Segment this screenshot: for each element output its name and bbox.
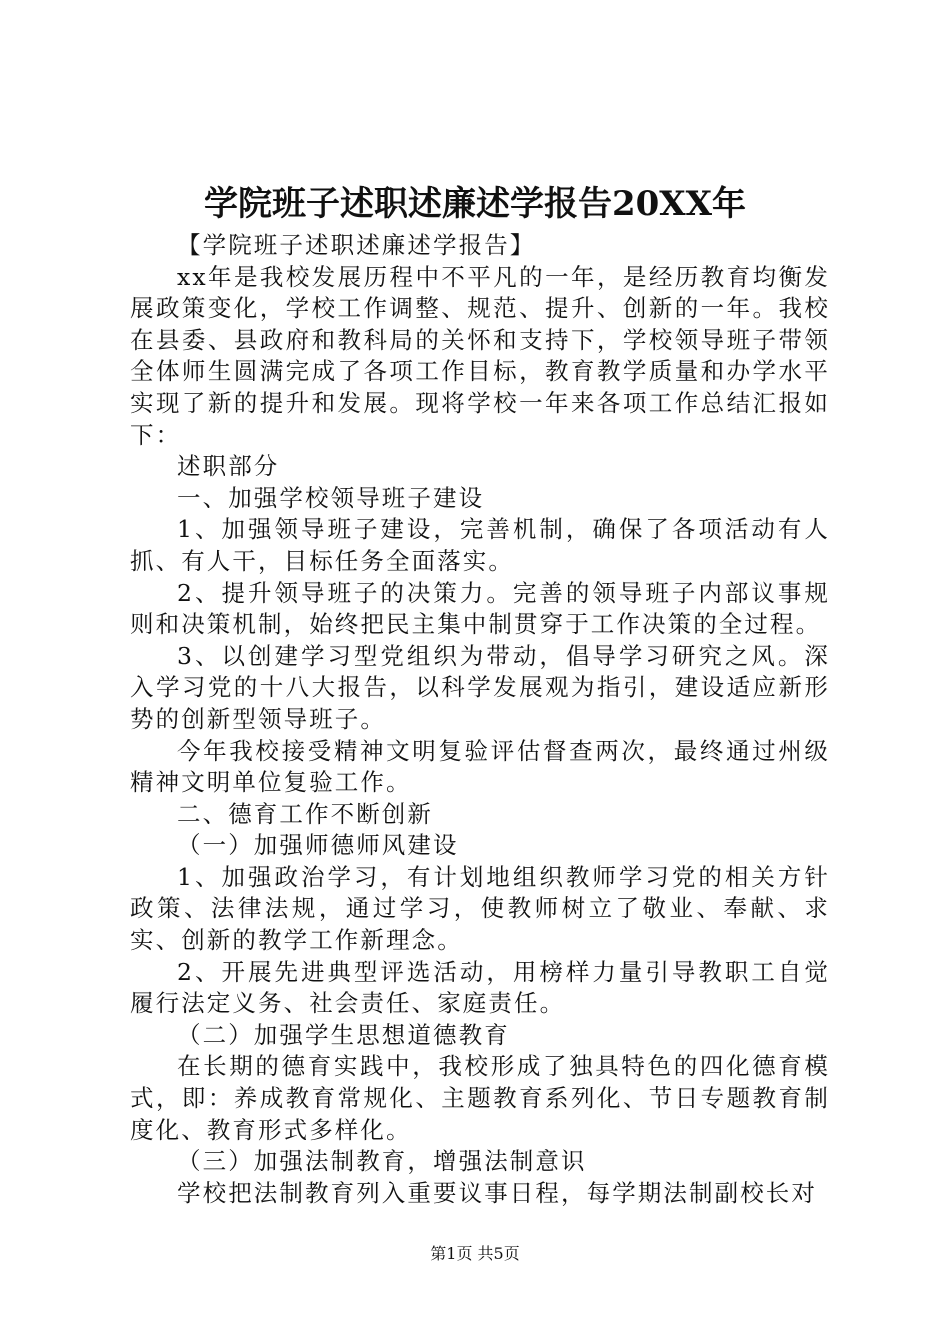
paragraph: 2、提升领导班子的决策力。完善的领导班子内部议事规则和决策机制，始终把民主集中制贯穿于工作决策的全过程。 bbox=[130, 578, 830, 639]
paragraph: 二、德育工作不断创新 bbox=[177, 799, 433, 828]
paragraph: 述职部分 bbox=[177, 452, 280, 481]
paragraph: xx年是我校发展历程中不平凡的一年，是经历教育均衡发展政策变化，学校工作调整、规范、提升、创新的一年。我校在县委、县政府和教科局的关怀和支持下，学校领导班子带领全体师生圆满完成了各项工作目标，教育教学质量和办学水平实现了新的提升和发展。现将学校一年来各项工作总结汇报如下： bbox=[130, 262, 830, 449]
paragraph: 今年我校接受精神文明复验评估督查两次，最终通过州级精神文明单位复验工作。 bbox=[130, 736, 830, 797]
paragraph: 一、加强学校领导班子建设 bbox=[177, 483, 485, 512]
paragraph: 3、以创建学习型党组织为带动，倡导学习研究之风。深入学习党的十八大报告，以科学发展观为指引，建设适应新形势的创新型领导班子。 bbox=[130, 641, 830, 733]
paragraph: 学校把法制教育列入重要议事日程，每学期法制副校长对 bbox=[177, 1178, 817, 1207]
paragraph: （二）加强学生思想道德教育 bbox=[177, 1020, 510, 1049]
paragraph: 1、加强政治学习，有计划地组织教师学习党的相关方针政策、法律法规，通过学习，使教师树立了敬业、奉献、求实、创新的教学工作新理念。 bbox=[130, 862, 830, 955]
paragraph: 2、开展先进典型评选活动，用榜样力量引导教职工自觉履行法定义务、社会责任、家庭责任。 bbox=[130, 957, 830, 1018]
paragraph: 1、加强领导班子建设，完善机制，确保了各项活动有人抓、有人干，目标任务全面落实。 bbox=[130, 515, 830, 575]
paragraph: （一）加强师德师风建设 bbox=[177, 831, 459, 860]
paragraph: 【学院班子述职述廉述学报告】 bbox=[177, 231, 536, 259]
paragraph: 在长期的德育实践中，我校形成了独具特色的四化德育模式，即：养成教育常规化、主题教育系列化、节日专题教育制度化、教育形式多样化。 bbox=[130, 1052, 830, 1144]
document-title: 学院班子述职述廉述学报告20XX年 bbox=[203, 184, 747, 224]
page-footer: 第1页 共5页 bbox=[430, 1244, 520, 1263]
paragraph: （三）加强法制教育，增强法制意识 bbox=[177, 1147, 587, 1176]
document-body bbox=[130, 230, 830, 1209]
